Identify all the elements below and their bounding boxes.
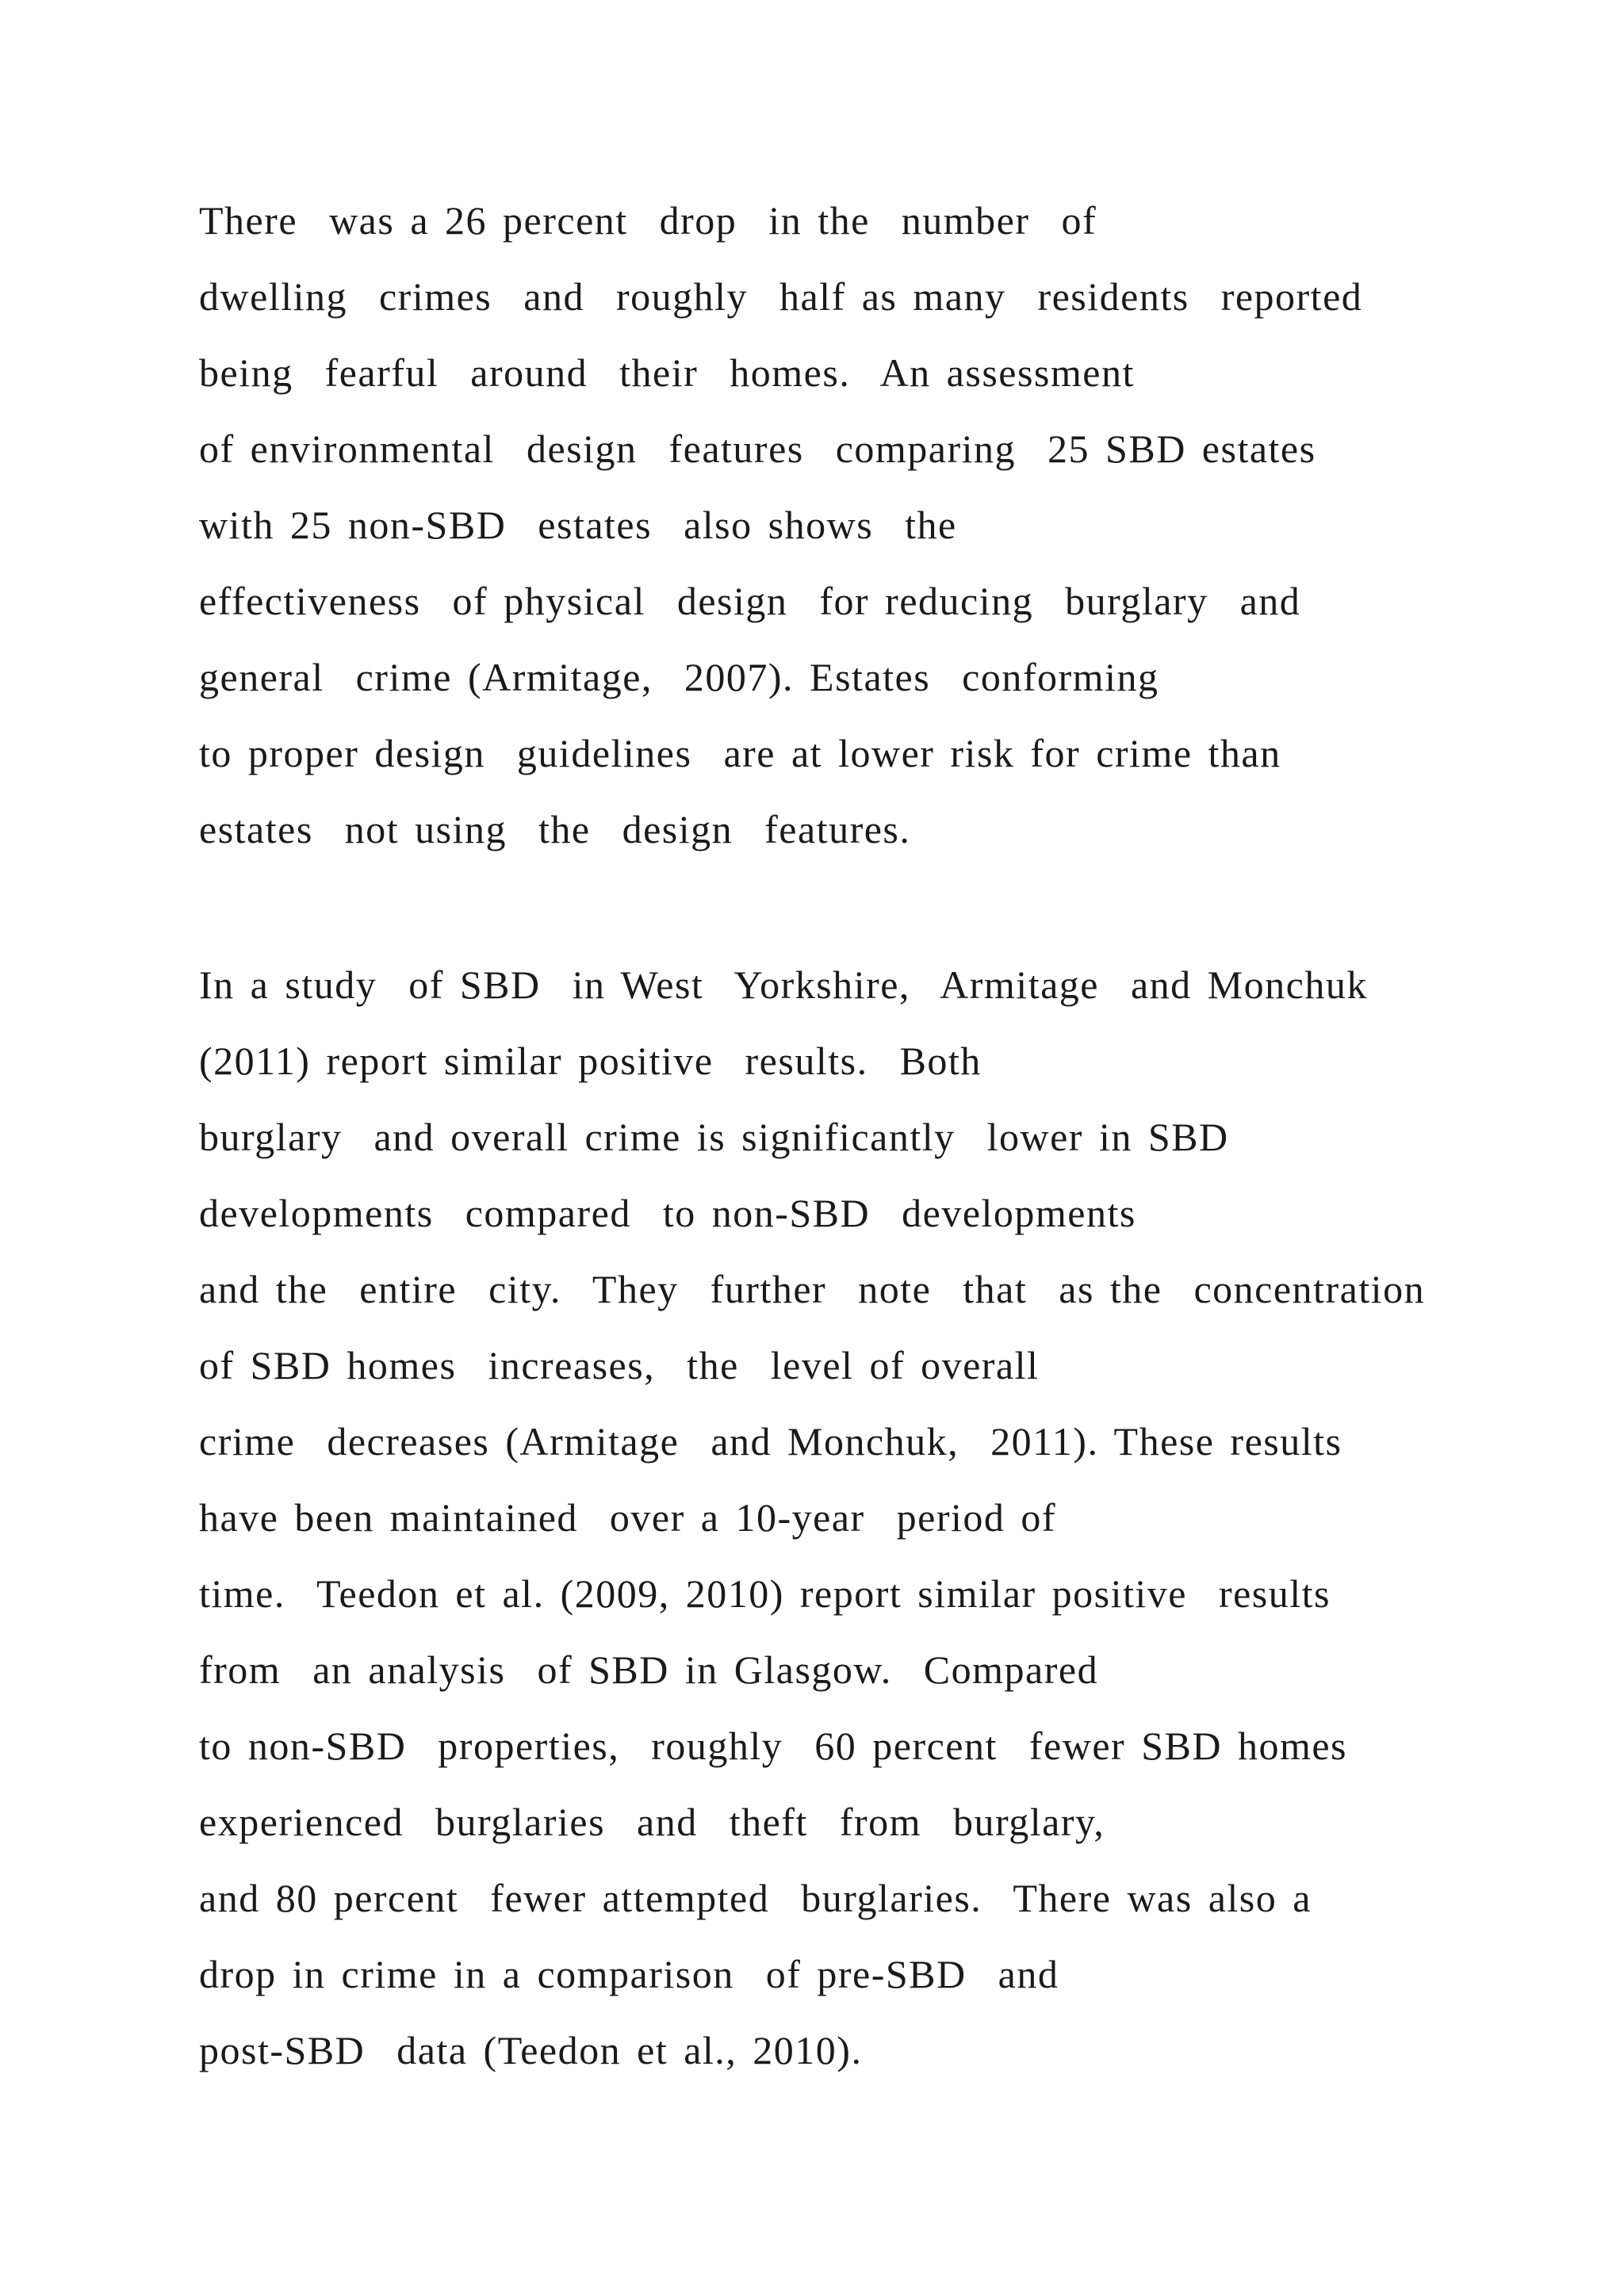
text-line: general crime (Armitage, 2007). Estates conforming xyxy=(199,655,1159,699)
text-line: and 80 percent fewer attempted burglaries. There was also a xyxy=(199,1876,1312,1920)
text-line: time. Teedon et al. (2009, 2010) report similar positive results xyxy=(199,1571,1331,1616)
text-line: from an analysis of SBD in Glasgow. Compared xyxy=(199,1647,1099,1692)
text-line: of environmental design features comparing 25 SBD estates xyxy=(199,427,1316,471)
text-line: of SBD homes increases, the level of overall xyxy=(199,1343,1040,1387)
text-line: developments compared to non-SBD developments xyxy=(199,1191,1136,1235)
text-line: and the entire city. They further note that as the concentration xyxy=(199,1267,1426,1311)
text-line: estates not using the design features. xyxy=(199,807,911,851)
text-line: to proper design guidelines are at lower risk for crime than xyxy=(199,731,1281,775)
text-line: drop in crime in a comparison of pre-SBD and xyxy=(199,1952,1059,1996)
paragraph-sbd-estates xyxy=(199,182,1468,867)
text-line: (2011) report similar positive results. Both xyxy=(199,1039,982,1083)
text-line: There was a 26 percent drop in the number of xyxy=(199,198,1097,243)
text-line: to non-SBD properties, roughly 60 percent fewer SBD homes xyxy=(199,1724,1347,1768)
text-line: burglary and overall crime is significantly lower in SBD xyxy=(199,1115,1229,1159)
text-line: experienced burglaries and theft from burglary, xyxy=(199,1800,1105,1844)
text-line: with 25 non-SBD estates also shows the xyxy=(199,503,957,547)
text-line: dwelling crimes and roughly half as many residents reported xyxy=(199,274,1363,319)
text-line: post-SBD data (Teedon et al., 2010). xyxy=(199,2028,863,2072)
text-line: have been maintained over a 10-year period of xyxy=(199,1495,1057,1540)
text-line: In a study of SBD in West Yorkshire, Armitage and Monchuk xyxy=(199,962,1368,1007)
text-line: crime decreases (Armitage and Monchuk, 2011). These results xyxy=(199,1419,1342,1464)
text-line: being fearful around their homes. An assessment xyxy=(199,350,1135,395)
paragraph-west-yorkshire-study xyxy=(199,947,1468,2088)
text-line: effectiveness of physical design for reducing burglary and xyxy=(199,579,1301,623)
